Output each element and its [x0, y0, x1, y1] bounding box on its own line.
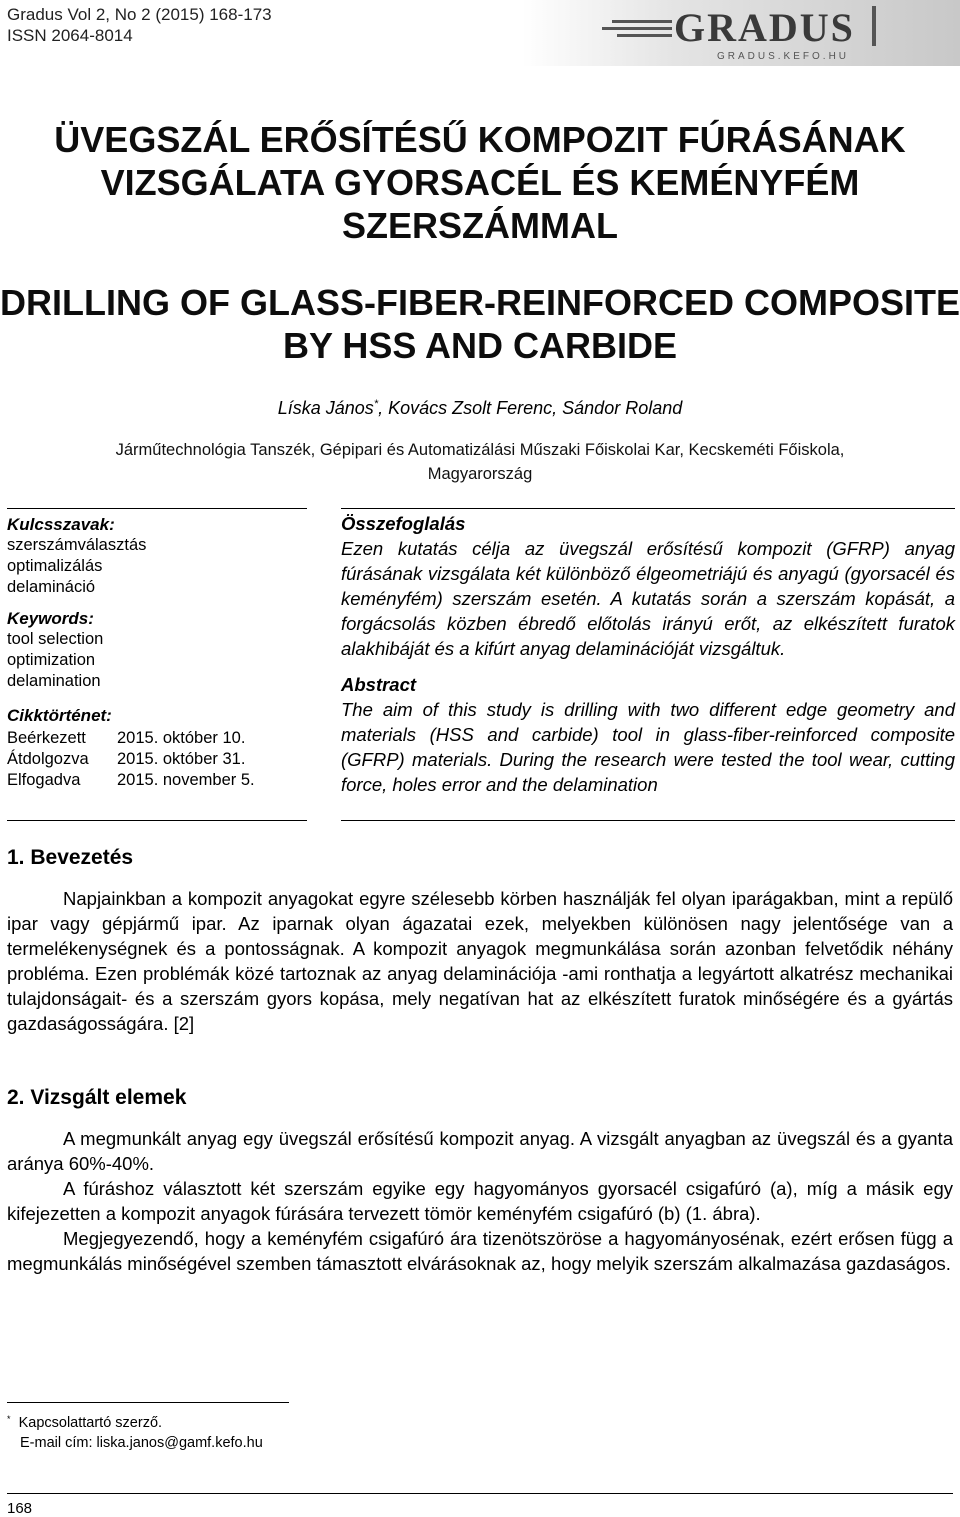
keyword: delamináció [7, 578, 96, 596]
keyword: optimalizálás [7, 557, 103, 575]
history-label: Átdolgozva [7, 750, 89, 768]
history-heading: Cikktörténet: [7, 706, 112, 725]
section-body [7, 1126, 953, 1276]
title-hu-line: SZERSZÁMMAL [342, 205, 618, 246]
footnote-line [7, 1413, 263, 1433]
section-heading: 1. Bevezetés [7, 846, 134, 869]
keyword: szerszámválasztás [7, 536, 147, 554]
section-body [7, 886, 953, 1036]
title-english [0, 281, 960, 367]
history-date: 2015. október 10. [117, 729, 246, 747]
title-hu-line: VIZSGÁLATA GYORSACÉL ÉS KEMÉNYFÉM [100, 162, 860, 203]
journal-issn: ISSN 2064-8014 [7, 26, 133, 45]
affiliation [20, 438, 940, 486]
section-heading: 2. Vizsgált elemek [7, 1086, 187, 1109]
abstract-bottom-rule [341, 820, 955, 821]
history-label: Elfogadva [7, 771, 81, 789]
affiliation-line: Magyarország [427, 465, 533, 483]
journal-volume: Gradus Vol 2, No 2 (2015) 168-173 [7, 5, 272, 24]
gradus-logo-graphic [522, 0, 960, 66]
history-row [7, 749, 307, 770]
history-date: 2015. október 31. [117, 750, 246, 768]
paragraph: Megjegyezendő, hogy a keményfém csigafúró ára tizenötszöröse a hagyományosénak, ezért erősen függ a megmunkálás minőségével szemben támasztott elvárásoknak az, hogy melyik szerszám alkalmazása gazdaságos. [7, 1228, 953, 1274]
author-first: Líska János [277, 398, 374, 418]
abstract-hu-heading: Összefoglalás [341, 513, 466, 534]
authors [0, 398, 960, 419]
abstract-top-rule [341, 508, 955, 509]
footnote-email[interactable]: E-mail cím: liska.janos@gamf.kefo.hu [20, 1435, 263, 1451]
gradus-logo [522, 0, 960, 66]
sidebar-bottom-rule [7, 820, 307, 821]
abstract-hu-text: Ezen kutatás célja az üvegszál erősítésű kompozit (GFRP) anyag fúrásának vizsgálata két különböző élgeometriájú és anyagú (gyorsacél és keményfém) szerszám esetén. A kutatás során a szerszám kopását, a forgácsolás közben ébredő előtolás irányú erőt, az elkészített furatok alakhibáját és a kifúrt anyag delaminációját vizsgáltuk. [341, 538, 955, 659]
footnote [7, 1413, 263, 1453]
abstract-en-heading: Abstract [341, 674, 417, 695]
title-en-line: DRILLING OF GLASS-FIBER-REINFORCED COMPOSITE [0, 282, 960, 323]
keywords-hu-heading: Kulcsszavak: [7, 515, 115, 534]
author-rest: , Kovács Zsolt Ferenc, Sándor Roland [378, 398, 683, 418]
history-row [7, 770, 307, 791]
paragraph: A megmunkált anyag egy üvegszál erősítésű kompozit anyag. A vizsgált anyagban az üvegszál és a gyanta aránya 60%-40%. [7, 1128, 953, 1174]
footnote-corresponding: Kapcsolattartó szerző. [18, 1415, 163, 1431]
keyword: delamination [7, 672, 101, 690]
keyword: optimization [7, 651, 96, 669]
logo-text: GRADUS [674, 5, 855, 50]
logo-url: GRADUS.KEFO.HU [717, 51, 850, 62]
title-hungarian [0, 118, 960, 247]
corresponding-mark: * [373, 398, 379, 410]
paragraph: Napjainkban a kompozit anyagokat egyre szélesebb körben használják fel olyan iparágakban, mint a repülő ipar vagy gépjármű ipar. Az iparnak olyan ágazatai ezek, melyekben különösen nagy jelentősége van a termelékenységnek és a pontosságnak. A kompozit anyagok megmunkálása során azonban felvetődik néhány probléma. Ezen problémák közé tartoznak az anyag delaminációja -ami ronthatja a legyártott alkatrész mechanikai tulajdonságait- és a szerszám gyors kopása, mely negatívan hat az elkészített furatok minőségére és a gyártás gazdaságosságára. [2] [7, 888, 953, 1034]
abstract-column [341, 511, 955, 797]
page-number: 168 [7, 1500, 33, 1517]
history-row [7, 728, 307, 749]
footnote-mark: * [7, 1414, 11, 1424]
title-hu-line: ÜVEGSZÁL ERŐSÍTÉSŰ KOMPOZIT FÚRÁSÁNAK [54, 119, 906, 160]
history-date: 2015. november 5. [117, 771, 255, 789]
sidebar-top-rule [7, 508, 307, 509]
history-label: Beérkezett [7, 729, 86, 747]
keyword: tool selection [7, 630, 104, 648]
abstract-en-text: The aim of this study is drilling with two different edge geometry and materials (HSS and carbide) tool in glass-fiber-reinforced composite (GFRP) materials. During the research were tested the tool wear, cutting force, holes error and the delamination [341, 699, 955, 795]
paragraph: A fúráshoz választott két szerszám egyike egy hagyományos gyorsacél csigafúró (a), míg a másik egy kifejezetten a kompozit anyagok fúrására tervezett tömör keményfém csigafúró (b) (1. ábra). [7, 1178, 953, 1224]
footnote-rule [7, 1402, 289, 1403]
title-en-line: BY HSS AND CARBIDE [282, 325, 678, 366]
article-sidebar [7, 514, 307, 791]
journal-info [7, 4, 272, 46]
affiliation-line: Járműtechnológia Tanszék, Gépipari és Automatizálási Műszaki Főiskolai Kar, Kecskeméti Főiskola, [115, 441, 845, 459]
keywords-en-heading: Keywords: [7, 609, 94, 628]
footer-rule [7, 1493, 953, 1494]
